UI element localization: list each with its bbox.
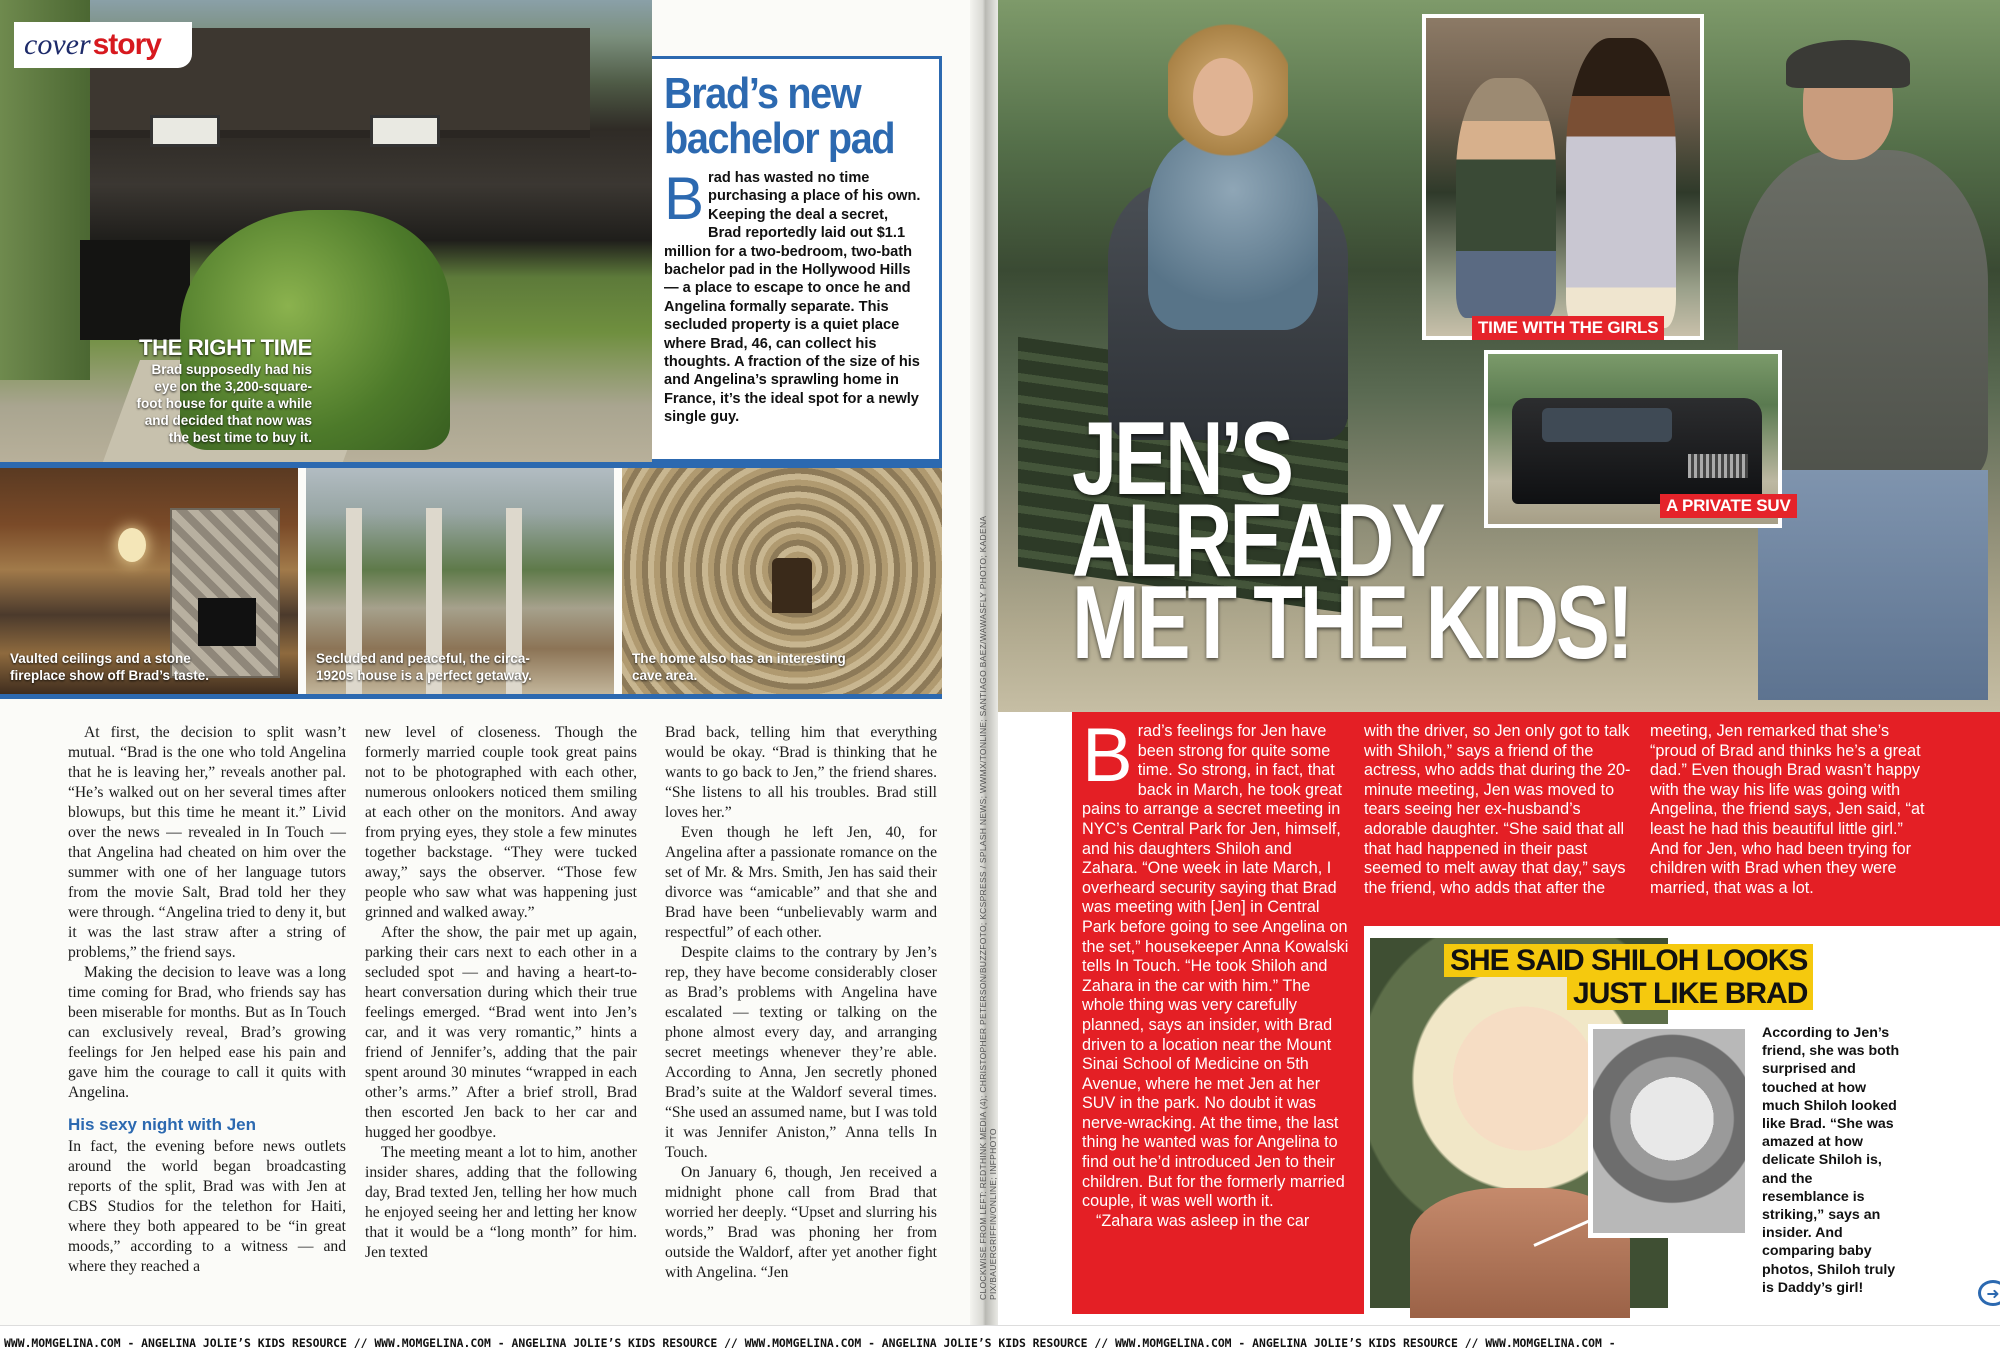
headline: JEN’S ALREADY MET THE KIDS! <box>1072 401 1631 681</box>
right-time-caption: THE RIGHT TIME Brad supposedly had his eye on the 3,200-square- foot house for quite a while and decided that now was the best time to buy it. <box>136 335 312 445</box>
story-column-3: meeting, Jen remarked that she’s “proud of Brad and thinks he’s a great dad.” Even though Brad wasn’t happy with the way his life was going with Angelina, the friend says, Jen said, “at least he had this beautiful little girl.” And for Jen, who had been trying for children with Brad when they were married, that was a lot. <box>1650 722 1925 897</box>
drop-cap: B <box>664 165 705 232</box>
baby-photo <box>1588 1024 1750 1238</box>
article-column-2: new level of closeness. Though the formerly married couple took great pains not to be photographed with each other, numerous onlookers noticed them smiling at each other on the monitors. And away from prying eyes, they stole a few minutes together backstage. “They were tucked away,” says the observer. “Those few people who saw what was happening just grinned and walked away.” After the show, the pair met up again, parking their cars next to each other in a secluded spot — and having a heart-to-heart conversation during which their true feelings emerged. “Brad went into Jen’s car, and it was very romantic,” hints a friend of Jennifer’s, adding that the pair spent around 30 minutes “wrapped in each other’s arms.” After a brief stroll, Brad then escorted Jen back to her car and hugged her goodbye. The meeting meant a lot to him, another insider shares, adding that the following day, Brad texted Jen, telling her how much he enjoyed seeing her and letting her know that it would be a “long month” for him. Jen texted <box>365 724 637 1261</box>
porch-photo <box>306 468 614 694</box>
article-column-3: Brad back, telling him that everything would be okay. “Brad is thinking that he wants to go back to Jen,” the friend shares. “She listens to all his troubles. Brad still loves her.” Even though he left Jen, 40, for Angelina after a passionate romance on the set of Mr. & Mrs. Smith, Jen has said their divorce was “amicable” and that she and Brad have been “unbelievably warm and respectful” of each other. Despite claims to the contrary by Jen’s rep, they have become considerably closer as Brad’s problems with Angelina have escalated — texting or talking on the phone almost every day, and arranging secret meetings whenever they’re able. According to Anna, Jen secretly phoned Brad’s suite at the Waldorf several times. “She used an assumed name, but I was told it was Jennifer Aniston,” Anna tells In Touch. On January 6, though, Jen received a midnight phone call from Brad that worried her deeply. “Upset and slurring his words,” Brad was phoning her from outside the Waldorf, after yet another fight with Angelina. “Jen <box>665 724 937 1281</box>
bachelor-pad-sidebar <box>652 56 942 462</box>
fireplace-photo <box>0 468 298 694</box>
subhead: His sexy night with Jen <box>68 1115 256 1134</box>
girls-label: TIME WITH THE GIRLS <box>1472 316 1664 340</box>
photo-credits: CLOCKWISE FROM LEFT: REDTHINK MEDIA (4); CHRISTOPHER PETERSON/BUZZFOTO; KCSPRESS / SPLASH NEWS; WWMX/TONLINE; SANTIAGO BAEZ/WAWASFLY PHOTO; KADENA PIX/BAUERGRIFFIN/ONLINE; INFPHOTO <box>978 516 998 1300</box>
story-panel <box>1072 712 2000 1314</box>
story-column-2: with the driver, so Jen only got to talk with Shiloh,” says a friend of the actress, who adds that during the 20-minute meeting, Jen was moved to tears seeing her ex-husband’s adorable daughter. “She said that all that had happened in their past seemed to melt away that day,” says the friend, who adds that after the <box>1364 722 1631 897</box>
cover-story-tag: cover story <box>14 22 192 68</box>
left-page <box>0 0 998 1325</box>
story-column-1: Brad’s feelings for Jen have been strong for quite some time. So strong, in fact, that back in March, he took great pains to arrange a secret meeting in NYC’s Central Park for Jen, himself, and his daughters Shiloh and Zahara. “One week in late March, I overheard security saying that Brad was meeting with [Jen] in Central Park before going to see Angelina on the set,” housekeeper Anna Kowalski tells In Touch. “He took Shiloh and Zahara in the car with him.” The whole thing was very carefully planned, says an insider, with Brad driven to a location near the Mount Sinai School of Medicine on 5th Avenue, where he met Jen at her SUV in the park. No doubt it was nerve-wracking. At the time, the last thing he wanted was for Angelina to find out he’d introduced Jen to their children. But for the formerly married couple, it was well worth it. “Zahara was asleep in the car <box>1082 713 1349 1230</box>
shiloh-sidebar <box>1364 926 2000 1314</box>
sidebar-body: Brad has wasted no time purchasing a place of his own. Keeping the deal a secret, Brad reportedly laid out $1.1 million for a two-bedroom, two-bath bachelor pad in the Hollywood Hills — a place to escape to once he and Angelina formally separate. This secluded property is a quiet place where Brad, 46, can collect his thoughts. A fraction of the size of his and Angelina’s sprawling home in France, it’s the ideal spot for a newly single guy. <box>664 165 921 426</box>
right-page <box>998 0 2000 1325</box>
house-photo <box>0 0 652 462</box>
suv-label: A PRIVATE SUV <box>1660 494 1797 518</box>
shiloh-headline: SHE SAID SHILOH LOOKS JUST LIKE BRAD <box>1444 944 1813 1010</box>
watermark-strip: WWW.MOMGELINA.COM - ANGELINA JOLIE’S KIDS RESOURCE // WWW.MOMGELINA.COM - ANGELINA JOLIE’S KIDS RESOURCE // WWW.MOMGELINA.COM - ANGELINA JOLIE’S KIDS RESOURCE // WWW.MOMGELINA.COM - ANGELINA JOLIE’S KIDS RESOURCE // WWW.MOMGELINA.COM - <box>0 1325 2000 1360</box>
sidebar-title-line2: bachelor pad <box>664 114 895 163</box>
fireplace-caption: Vaulted ceilings and a stone fireplace show off Brad’s taste. <box>10 651 210 683</box>
kids-photo <box>1422 14 1704 340</box>
porch-caption: Secluded and peaceful, the circa- 1920s house is a perfect getaway. <box>316 651 532 683</box>
cave-photo <box>622 468 942 694</box>
sidebar-title-line1: Brad’s new <box>664 69 861 118</box>
divider <box>0 694 942 699</box>
drop-cap: B <box>1082 713 1133 798</box>
cave-caption: The home also has an interesting cave area. <box>632 651 846 683</box>
shiloh-caption: According to Jen’s friend, she was both surprised and touched at how much Shiloh looked like Brad. “She was amazed at how delicate Shiloh is, and the resemblance is striking,” says an insider. And comparing baby photos, Shiloh truly is Daddy’s girl! <box>1762 1025 1900 1296</box>
arrow-right-icon: ➜ <box>1978 1280 2000 1306</box>
article-column-1: At first, the decision to split wasn’t mutual. “Brad is the one who told Angelina that he is leaving her,” reveals another pal. “He’s walked out on her several times after blowups, but this time he meant it.” Livid over the news — revealed in In Touch — that Angelina had cheated on him over the summer with one of her language tutors from the movie Salt, Brad told her they were through. “Angelina tried to deny it, but it was the last straw after a string of problems,” the friend says. Making the decision to leave was a long time coming for Brad, who friends say has been miserable for months. But as In Touch can exclusively reveal, Brad’s growing feelings for Jen helped ease his pain and gave him the courage to call it quits with Angelina. His sexy night with Jen In fact, the evening before news outlets around the world began broadcasting reports of the split, Brad was with Jen at CBS Studios for the telethon for Haiti, where they both appeared to be “in great moods,” according to a witness — and where they reached a <box>68 724 346 1275</box>
